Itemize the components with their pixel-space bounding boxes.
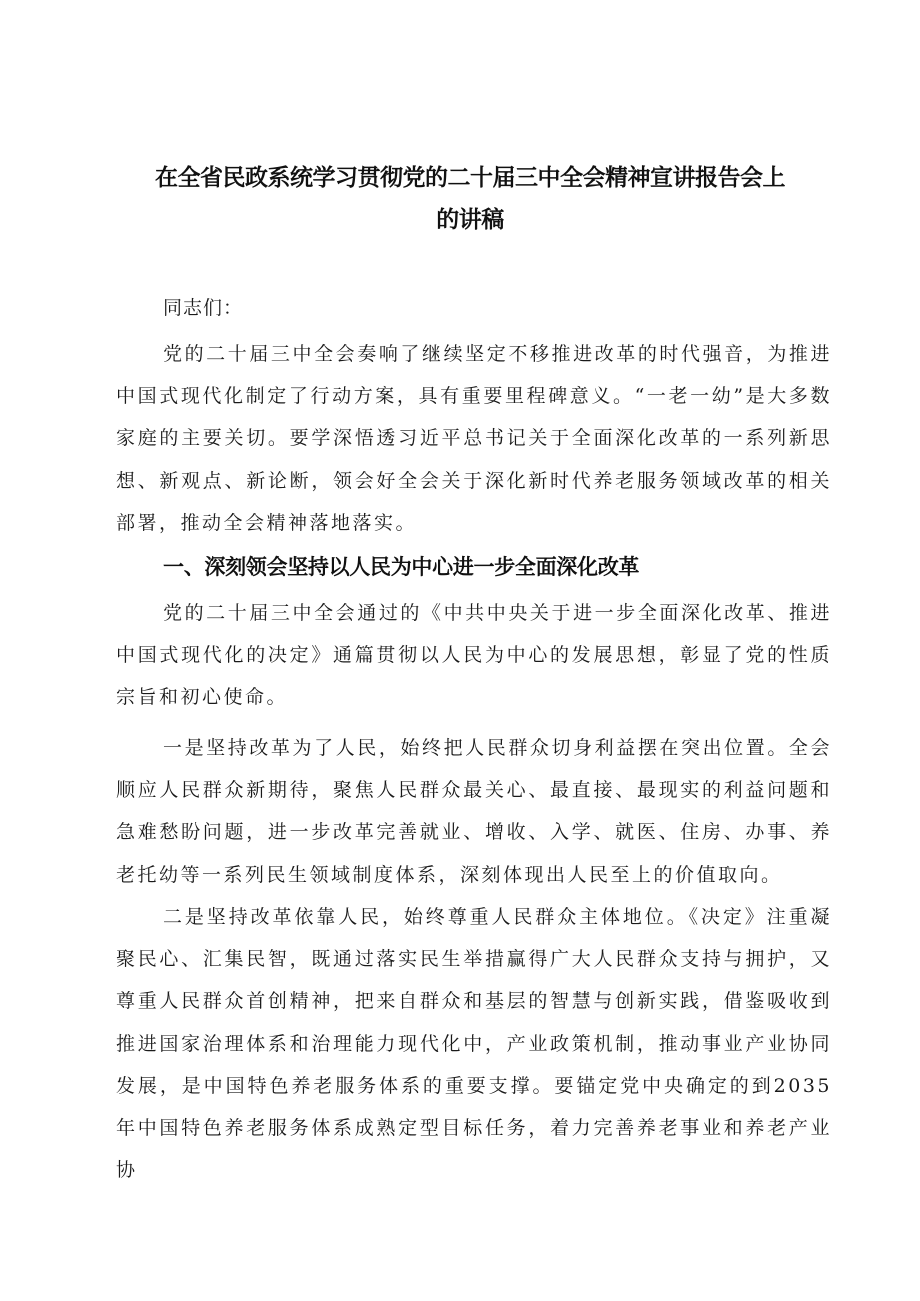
document-title-line-1: 在全省民政系统学习贯彻党的二十届三中全会精神宣讲报告会上 bbox=[155, 165, 785, 191]
paragraph-point-1: 一是坚持改革为了人民，始终把人民群众切身利益摆在突出位置。全会顺应人民群众新期待，聚焦人民群众最关心、最直接、最现实的利益问题和急难愁盼问题，进一步改革完善就业、增收、入学、就医、住房、办事、养老托幼等一系列民生领域制度体系，深刻体现出人民至上的价值取向。 bbox=[116, 737, 832, 886]
section-heading-1: 一、深刻领会坚持以人民为中心进一步全面深化改革 bbox=[163, 555, 640, 579]
paragraph-section1-intro: 党的二十届三中全会通过的《中共中央关于进一步全面深化改革、推进中国式现代化的决定》通篇贯彻以人民为中心的发展思想，彰显了党的性质宗旨和初心使命。 bbox=[116, 602, 832, 709]
greeting: 同志们： bbox=[163, 297, 244, 319]
paragraph-intro: 党的二十届三中全会奏响了继续坚定不移推进改革的时代强音，为推进中国式现代化制定了行动方案，具有重要里程碑意义。“一老一幼”是大多数家庭的主要关切。要学深悟透习近平总书记关于全面深化改革的一系列新思想、新观点、新论断，领会好全会关于深化新时代养老服务领域改革的相关部署，推动全会精神落地落实。 bbox=[116, 343, 832, 534]
document-title-line-2: 的讲稿 bbox=[436, 207, 504, 233]
paragraph-point-2: 二是坚持改革依靠人民，始终尊重人民群众主体地位。《决定》注重凝聚民心、汇集民智，既通过落实民生举措赢得广大人民群众支持与拥护，又尊重人民群众首创精神，把来自群众和基层的智慧与创新实践，借鉴吸收到推进国家治理体系和治理能力现代化中，产业政策机制，推动事业产业协同发展，是中国特色养老服务体系的重要支撑。要锚定党中央确定的到2035年中国特色养老服务体系成熟定型目标任务，着力完善养老事业和养老产业协 bbox=[116, 906, 832, 1182]
